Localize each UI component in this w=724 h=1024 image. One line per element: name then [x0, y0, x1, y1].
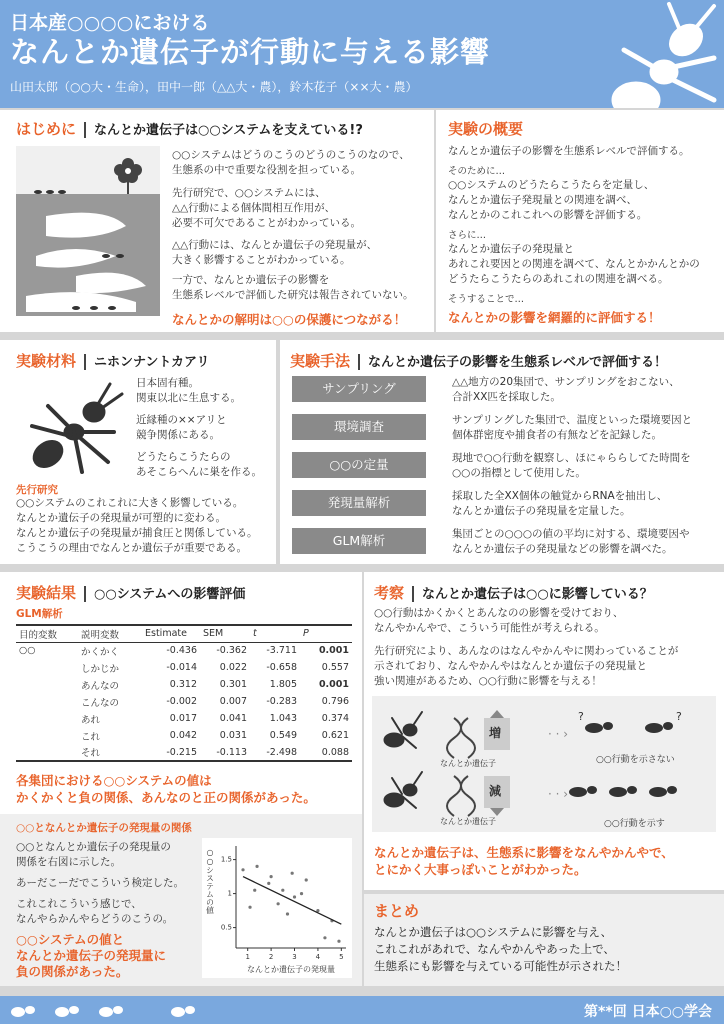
- ant-icon: [574, 0, 724, 108]
- table-cell: -0.362: [216, 645, 247, 657]
- overview-panel: [436, 110, 724, 332]
- table-cell: 0.017: [169, 713, 197, 724]
- table-cell: 0.621: [321, 730, 349, 741]
- col-header: 目的変数: [19, 629, 58, 641]
- y-tick-label: 1: [227, 889, 232, 898]
- table-cell: かくかく: [81, 646, 120, 658]
- table-cell: -0.283: [266, 696, 297, 707]
- disc-p2: 強い関連があるため、○○行動に影響を与える！: [374, 675, 602, 687]
- intro-illustration: [16, 146, 160, 316]
- discussion-title: 考察 なんとか遺伝子は○○に影響している？: [374, 584, 653, 602]
- intro-p2-l3: 必要不可欠であることがわかっている。: [172, 217, 361, 229]
- table-cell: これ: [81, 731, 101, 743]
- footer-text: 第**回 日本○○学会: [584, 1004, 712, 1020]
- table-cell: -0.002: [166, 696, 197, 707]
- summary-line: 生態系にも影響を与えている可能性が示された！: [374, 959, 627, 973]
- summary-line: なんとか遺伝子は○○システムに影響を与え、: [374, 925, 613, 939]
- overview-l3-2: なんとか遺伝子発現量との関連を調べ、: [448, 194, 637, 206]
- data-point: [305, 878, 308, 881]
- table-cell: 0.312: [169, 679, 197, 690]
- glm-table: [16, 624, 352, 762]
- table-cell: [16, 744, 78, 761]
- table-cell: -0.658: [266, 662, 297, 673]
- y-tick-label: 0.5: [220, 923, 232, 932]
- overview-l1: なんとか遺伝子の影響を生態系レベルで評価する。: [448, 145, 690, 157]
- method-desc: 個体群密度や捕食者の有無などを記録した。: [452, 429, 662, 441]
- disc-p2: 先行研究により、あんなのはなんやかんやに関わっていることが: [374, 645, 679, 657]
- disc-p1: なんやかんやで、こういう可能性が考えられる。: [374, 622, 605, 634]
- col-header: Estimate: [145, 628, 187, 640]
- table-cell: -0.014: [166, 662, 197, 673]
- intro-conclusion: なんとかの解明は○○の保護につながる！: [172, 312, 407, 327]
- materials-line: 日本固有種。: [136, 377, 199, 389]
- method-desc: なんとか遺伝子の発現量などの影響を調べた。: [452, 543, 673, 555]
- svg-text:· · ›: · · ›: [548, 727, 569, 741]
- prior-line: こうこうの理由でなんとか遺伝子が重要である。: [16, 542, 247, 554]
- prior-line: なんとか遺伝子の発現量が捕食圧と関係している。: [16, 527, 258, 539]
- table-cell: [16, 659, 78, 676]
- overview-l2: そのために…: [448, 166, 506, 177]
- prior-line: なんとか遺伝子の発現量が可塑的に変わる。: [16, 512, 226, 524]
- table-cell: [16, 727, 78, 744]
- table-cell: しかじか: [81, 663, 120, 675]
- data-point: [323, 936, 326, 939]
- materials-title: 実験材料 ニホンナントカアリ: [16, 352, 210, 370]
- table-cell: -3.711: [266, 645, 297, 657]
- table-cell: 1.805: [269, 679, 297, 690]
- table-cell: [16, 710, 78, 727]
- overview-conclusion: なんとかの影響を網羅的に評価する！: [448, 310, 661, 325]
- overview-l6: そうすることで…: [448, 294, 525, 305]
- col-header: P: [303, 628, 309, 640]
- method-desc: サンプリングした集団で、温度といった環境要因と: [452, 414, 693, 426]
- table-cell: あんなの: [81, 680, 120, 692]
- table-cell: 0.301: [219, 679, 247, 690]
- up-arrow-icon: [490, 710, 504, 718]
- overview-l3-3: なんとかのこれこれへの影響を評価する。: [448, 209, 648, 221]
- up-label: 増: [489, 726, 502, 740]
- table-cell: 0.022: [219, 662, 247, 673]
- table-cell: 0.042: [169, 730, 197, 741]
- intro-panel: [0, 110, 434, 332]
- method-glm-label: GLM解析: [292, 528, 426, 554]
- summary-line: これこれがあれで、なんやかんやあった上で、: [374, 942, 615, 956]
- table-cell: ○○: [19, 645, 36, 657]
- table-row: [16, 727, 352, 744]
- intro-p3-l2: 大きく影響することがわかっている。: [172, 254, 351, 266]
- table-row: [16, 659, 352, 676]
- results-title: 実験結果 ○○システムへの影響評価: [16, 584, 246, 602]
- overview-l5-2: あれこれ要因との関連を調べて、なんとかかんとかの: [448, 258, 700, 270]
- ant-icon: [18, 376, 128, 476]
- prior-label: 先行研究: [16, 484, 58, 496]
- summary-title: まとめ: [374, 902, 420, 920]
- title-large: なんとか遺伝子が行動に与える影響: [10, 35, 491, 69]
- footer: [0, 996, 724, 1024]
- results-conclusion: かくかくと負の関係、あんなのと正の関係があった。: [16, 790, 316, 805]
- intro-p1-l2: 生態系の中で重要な役割を担っている。: [172, 164, 361, 176]
- method-desc: ○○の指標として使用した。: [452, 467, 586, 479]
- results-conclusion: 各集団における○○システムの値は: [16, 773, 212, 788]
- svg-text:?: ?: [676, 710, 682, 723]
- down-arrow-icon: [490, 808, 504, 816]
- method-quantify-label: ○○の定量: [292, 452, 426, 478]
- summary-panel: [364, 894, 724, 986]
- intro-p2-l2: △△行動による個体間相互作用が、: [172, 202, 336, 214]
- data-point: [255, 865, 258, 868]
- corr-conclusion: なんとか遺伝子の発現量に: [16, 948, 167, 963]
- corr-conclusion: 負の関係があった。: [16, 964, 129, 979]
- table-cell: 0.001: [318, 679, 349, 690]
- table-cell: 1.043: [269, 713, 297, 724]
- table-cell: 0.796: [321, 696, 349, 707]
- x-tick-label: 3: [292, 953, 297, 961]
- method-environment-label: 環境調査: [292, 414, 426, 440]
- method-desc: 合計XX匹を採取した。: [452, 391, 561, 403]
- materials-line: 関東以北に生息する。: [136, 392, 241, 404]
- disc-conclusion: とにかく大事っぽいことがわかった。: [374, 862, 587, 877]
- ant-icon: [384, 712, 422, 808]
- disc-p1: ○○行動はかくかくとあんなのの影響を受けており、: [374, 607, 624, 619]
- data-point: [241, 868, 244, 871]
- x-axis-label: なんとか遺伝子の発現量: [247, 965, 335, 974]
- materials-line: どうたらこうたらの: [136, 451, 231, 463]
- table-cell: 0.549: [269, 730, 297, 741]
- corr-conclusion: ○○システムの値と: [16, 932, 125, 947]
- table-cell: あれ: [81, 714, 101, 726]
- table-cell: 0.031: [219, 730, 247, 741]
- table-cell: 0.007: [219, 696, 247, 707]
- intro-p4-l1: 一方で、なんとか遺伝子の影響を: [172, 274, 330, 286]
- table-row: [16, 676, 352, 693]
- disc-p2: 示されており、なんやかんやはなんとか遺伝子の発現量と: [374, 660, 647, 672]
- x-tick-label: 5: [339, 953, 344, 961]
- overview-title: 実験の概要: [448, 120, 524, 138]
- data-point: [253, 889, 256, 892]
- method-desc: 採取した全XX個体の触覚からRNAを抽出し、: [452, 490, 668, 502]
- gene-label: なんとか遺伝子: [440, 817, 496, 826]
- materials-line: 競争関係にある。: [136, 429, 220, 441]
- table-cell: 0.001: [318, 645, 349, 657]
- prior-line: ○○システムのこれこれに大きく影響している。: [16, 497, 244, 509]
- corr-line: なんやらかんやらどうのこうの。: [16, 913, 174, 925]
- scatter-chart: [202, 838, 352, 978]
- table-cell: -2.498: [266, 746, 297, 758]
- table-cell: 0.557: [321, 662, 349, 673]
- svg-text:?: ?: [578, 710, 584, 723]
- table-cell: 0.374: [321, 713, 349, 724]
- table-cell: 0.041: [219, 713, 247, 724]
- method-desc: なんとか遺伝子の発現量を定量した。: [452, 505, 631, 517]
- x-tick-label: 4: [315, 953, 321, 961]
- method-desc: 現地で○○行動を観察し、ほにゃららしてた時間を: [452, 452, 691, 464]
- discussion-panel: [364, 572, 724, 890]
- data-point: [337, 940, 340, 943]
- down-label: 減: [489, 784, 502, 798]
- table-cell: -0.215: [166, 746, 197, 758]
- data-point: [291, 872, 294, 875]
- corr-label: ○○となんとか遺伝子の発現量の関係: [16, 822, 192, 834]
- intro-p3-l1: △△行動には、なんとか遺伝子の発現量が、: [172, 239, 378, 251]
- trend-line: [243, 877, 341, 925]
- col-header: 説明変数: [81, 629, 120, 641]
- corr-line: 関係を右図に示した。: [16, 856, 121, 868]
- data-point: [267, 882, 270, 885]
- data-point: [248, 906, 251, 909]
- methods-title: 実験手法 なんとか遺伝子の影響を生態系レベルで評価する！: [290, 352, 668, 370]
- table-cell: [16, 693, 78, 710]
- table-row: [16, 710, 352, 727]
- x-tick-label: 2: [268, 953, 274, 961]
- ant-icon: [6, 998, 206, 1022]
- svg-text:· · ›: · · ›: [548, 787, 569, 801]
- data-point: [300, 892, 303, 895]
- table-cell: -0.113: [216, 746, 247, 758]
- overview-l4: さらに…: [448, 230, 487, 241]
- table-row: [16, 693, 352, 710]
- materials-panel: [0, 340, 276, 564]
- gene-label: なんとか遺伝子: [440, 759, 496, 768]
- data-point: [286, 912, 289, 915]
- data-point: [281, 889, 284, 892]
- intro-p1-l1: ○○システムはどうのこうのどうのこうのなので、: [172, 149, 410, 161]
- intro-p4-l2: 生態系レベルで評価した研究は報告されていない。: [172, 289, 414, 301]
- overview-l3-1: ○○システムのどうたらこうたらを定量し、: [448, 179, 655, 191]
- data-point: [277, 902, 280, 905]
- table-row: [16, 744, 352, 761]
- glm-label: GLM解析: [16, 608, 63, 620]
- method-expression-label: 発現量解析: [292, 490, 426, 516]
- table-cell: それ: [81, 748, 101, 759]
- table-cell: 0.088: [321, 746, 349, 758]
- authors: 山田太郎（○○大・生命），田中一郎（△△大・農），鈴木花子（××大・農）: [10, 80, 418, 94]
- intro-title: はじめに なんとか遺伝子は○○システムを支えている!?: [16, 120, 363, 138]
- table-cell: [16, 676, 78, 693]
- y-axis-label: ○○システムの値: [205, 848, 215, 914]
- header: [0, 0, 724, 108]
- corr-line: これこれこういう感じで、: [16, 898, 142, 910]
- overview-l5-3: どうたらこうたらのあれこれの関連を調べる。: [448, 273, 669, 285]
- y-tick-label: 1.5: [220, 855, 232, 864]
- method-desc: △△地方の20集団で、サンプリングをおこない、: [452, 376, 680, 388]
- corr-line: あーだこーだでこういう検定した。: [16, 877, 184, 889]
- method-desc: 集団ごとの○○○の値の平均に対する、環境要因や: [452, 528, 690, 540]
- materials-line: 近縁種の××アリと: [136, 414, 227, 426]
- table-row: [16, 642, 352, 659]
- col-header: t: [253, 628, 257, 640]
- table-cell: -0.436: [166, 645, 197, 657]
- intro-p2-l1: 先行研究で、○○システムには、: [172, 187, 326, 199]
- overview-l5-1: なんとか遺伝子の発現量と: [448, 243, 574, 255]
- data-point: [270, 875, 273, 878]
- col-header: SEM: [203, 628, 224, 640]
- data-point: [293, 895, 296, 898]
- method-sampling-label: サンプリング: [292, 376, 426, 402]
- no-show-label: ○○行動を示さない: [596, 755, 675, 765]
- corr-line: ○○となんとか遺伝子の発現量の: [16, 841, 171, 853]
- show-label: ○○行動を示す: [604, 819, 665, 829]
- table-cell: こんなの: [81, 697, 120, 709]
- disc-conclusion: なんとか遺伝子は、生態系に影響をなんやかんやで、: [374, 845, 674, 860]
- x-tick-label: 1: [245, 953, 250, 961]
- title-small: 日本産○○○○における: [10, 12, 210, 34]
- materials-line: あそこらへんに巣を作る。: [136, 466, 262, 478]
